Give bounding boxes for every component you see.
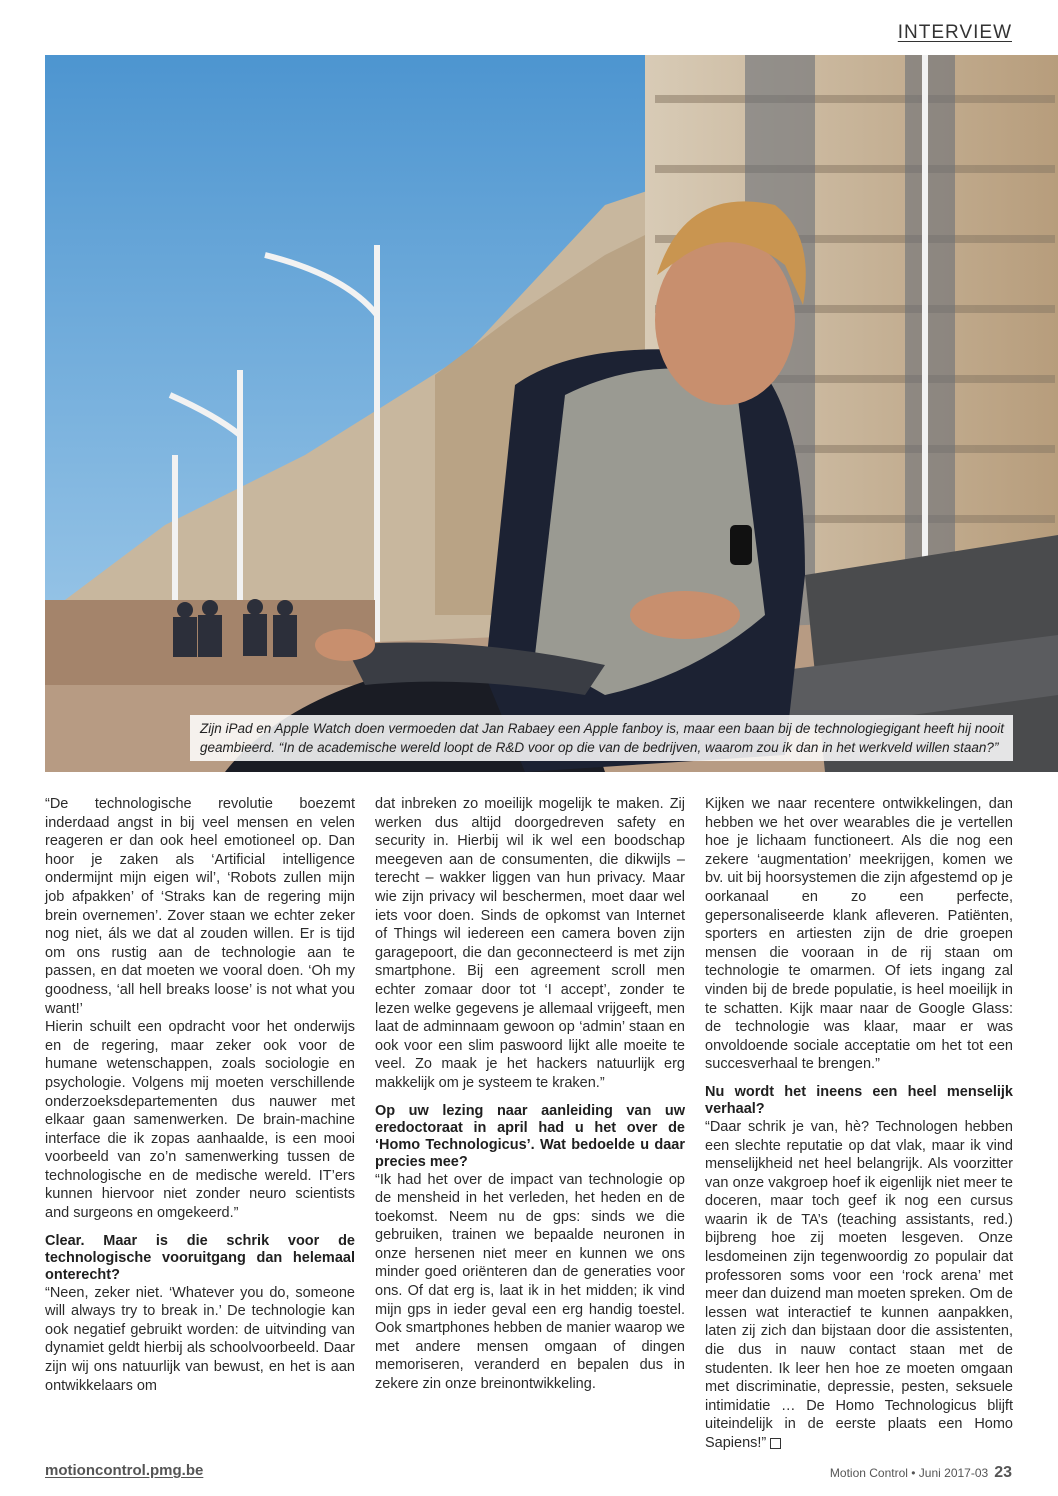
paragraph: “Neen, zeker niet. ‘Whatever you do, someone will always try to break in.’ De technologie kan ook negatief gebruikt worden: de uitvinding van dynamiet geldt hierbij als schoolvoorbeeld. Daar zijn wij ons natuurlijk van bewust, en het is aan ontwikkelaars om [45, 1284, 355, 1394]
column-1 [45, 795, 355, 1395]
website-link[interactable]: motioncontrol.pmg.be [45, 1462, 204, 1479]
column-2 [375, 795, 685, 1394]
end-mark-icon [770, 1438, 781, 1449]
interview-question: Nu wordt het ineens een heel menselijk verhaal? [705, 1083, 1013, 1117]
section-tag: INTERVIEW [897, 22, 1012, 43]
page-footer [830, 1464, 1012, 1482]
paragraph: “De technologische revolutie boezemt inderdaad angst in bij veel mensen en velen reageren er dan ook heel emotioneel op. Dan hoor je zaken als ‘Artificial intelligence ondermijnt mijn eigen wil’, ‘Robots zullen mijn job afpakken’ of ‘Straks kan de regering mijn brein overnemen’. Zover staan we echter zeker nog niet, áls we dat al zouden willen. Er is tijd om ons rustig aan de technologie aan te passen, en dat moeten we vooral doen. ‘Oh my goodness, ‘all hell breaks loose’ is not what you want!’ [45, 796, 355, 1017]
photo-illustration [45, 55, 1058, 772]
paragraph: Kijken we naar recentere ontwikkelingen, dan hebben we het over wearables die je vertellen hoe je lichaam functioneert. Als die nog een zekere ‘augmentation’ meekrijgen, komen we bv. uit bij hoorsystemen die zijn afgestemd op je oorkanaal en zo een perfecte, gepersonaliseerde klank afleveren. Patiënten, sporters en artiesten zijn de drie groepen mensen die vooraan in de rij staan om technologie te omarmen. Of iets ingang zal vinden bij de brede populatie, is heel moeilijk in te schatten. Kijk maar naar de Google Glass: de technologie was klaar, maar er was onvoldoende sociale acceptatie om het tot een succesverhaal te brengen.” [705, 796, 1013, 1073]
paragraph: Hierin schuilt een opdracht voor het onderwijs en de regering, maar zeker ook voor de humane wetenschappen, zoals sociologie en psychologie. Volgens mij moeten verschillende onderzoeksdepartementen dus nauwer met elkaar gaan samenwerken. De brain-machine interface die ik zopas aanhaalde, is een mooi voorbeeld van zo’n samenwerking tussen de technologische en de medische wereld. IT’ers kunnen hiervoor niet zonder neuro scientists and surgeons en omgekeerd.” [45, 1019, 355, 1222]
interview-photo [45, 55, 1058, 772]
paragraph: “Ik had het over de impact van technologie op de mensheid in het verleden, het heden en de toekomst. Neem nu de gps: sinds we die gebruiken, trainen we bepaalde neuronen in onze hersenen niet meer en kunnen we ons minder goed oriënteren dan de generaties voor ons. Of dat erg is, laat ik in het midden; ik vind mijn gps in ieder geval een erg handig toestel. Ook smartphones hebben de manier waarop we met andere mensen omgaan of dingen memoriseren, veranderd en bepalen dus in zekere zin onze breinontwikkeling. [375, 1171, 685, 1393]
paragraph [705, 1118, 1013, 1453]
photo-caption: Zijn iPad en Apple Watch doen vermoeden dat Jan Rabaey een Apple fanboy is, maar een baan bij de technologiegigant heeft hij nooit geambieerd. “In de academische wereld loopt de R&D voor op die van de bedrijven, waarom zou ik dan in het werkveld willen staan?” [190, 715, 1013, 761]
column-3 [705, 795, 1013, 1453]
interview-question: Clear. Maar is die schrik voor de technologische vooruitgang dan helemaal onterecht? [45, 1232, 355, 1283]
page-number: 23 [994, 1464, 1012, 1481]
interview-question: Op uw lezing naar aanleiding van uw eredoctoraat in april had u het over de ‘Homo Technologicus’. Wat bedoelde u daar precies mee? [375, 1102, 685, 1170]
paragraph-text: “Daar schrik je van, hè? Technologen hebben een slechte reputatie op dat vlak, maar ik vind menselijkheid net heel belangrijk. Als voorzitter van onze vakgroep hoef ik eigenlijk niet meer te doceren, maar toch geef ik nog een cursus waarin ik de TA’s (teaching assistants, red.) bijbreng hoe zij moeten lesgeven. Onze lesdomeinen zijn tegenwoordig zo populair dat professoren soms voor een ‘rock arena’ met meer dan duizend man moeten spreken. Om de lessen wat interactief te kunnen aanpakken, laten zij zich dan bijstaan door die assistenten, die dus in nauw contact staan met de studenten. Ik leer hen hoe ze moeten omgaan met discriminatie, depressie, pesten, seksuele intimidatie … De Homo Technologicus blijft uiteindelijk in de eerste plaats een Homo Sapiens!” [705, 1118, 1013, 1451]
publication-info: Motion Control • Juni 2017-03 [829, 1466, 989, 1480]
paragraph: dat inbreken zo moeilijk mogelijk te maken. Zij werken dus altijd doorgedreven safety en security in. Hierbij wil ik wel een boodschap meegeven aan de consumenten, die dikwijls – terecht – wakker liggen van hun privacy. Maar wie zijn privacy wil beschermen, moet daar wel iets voor doen. Sinds de opkomst van Internet of Things wil iedereen een camera boven zijn garagepoort, die dan geconnecteerd is met zijn smartphone. Bij een agreement scroll men echter zomaar door tot ‘I accept’, zonder te lezen welke gegevens je allemaal vrijgeeft, men laat de adminnaam gewoon op ‘admin’ staan en ook voor een slim paswoord lijkt alle moeite te veel. Zo maak je het hackers natuurlijk erg makkelijk om je systeem te kraken.” [375, 796, 685, 1091]
